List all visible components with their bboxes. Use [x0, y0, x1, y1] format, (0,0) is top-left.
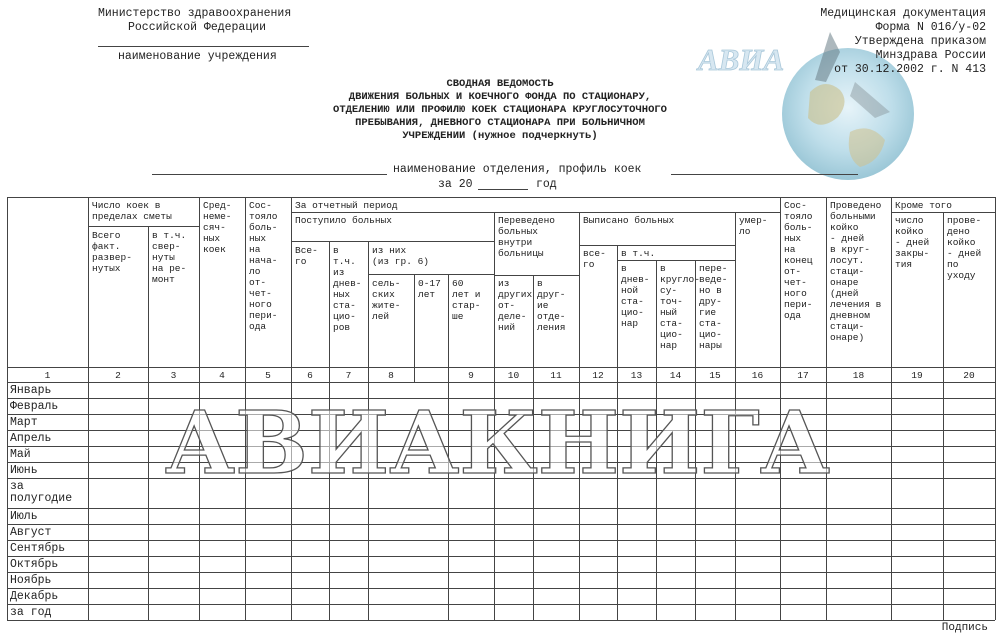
col-number: 6	[307, 370, 313, 381]
hdr-bed-days-care: прове- дено койко - дней по уходу	[947, 215, 982, 281]
med-doc-line: Медицинская документация	[820, 7, 986, 20]
institution-caption: наименование учреждения	[118, 50, 277, 63]
hdr-from-other-depts: из других от- деле- ний	[498, 278, 533, 333]
hdr-discharged-total: все- го	[583, 248, 606, 270]
row-label-jun: Июнь	[10, 464, 38, 477]
col-number: 3	[170, 370, 177, 381]
hdr-avg-monthly-beds: Сред- неме- сяч- ных коек	[203, 200, 232, 255]
hdr-admitted: Поступило больных	[295, 215, 392, 226]
hdr-discharged: Выписано больных	[583, 215, 675, 226]
hdr-of-them-col6: из них (из гр. 6)	[372, 245, 430, 267]
hdr-age-60-plus: 60 лет и стар- ше	[452, 278, 481, 322]
row-label-aug: Август	[10, 526, 52, 539]
year-prefix: за 20	[438, 178, 473, 191]
hdr-folded-for-repair: в т.ч. свер- нуты на ре- монт	[152, 230, 187, 285]
hdr-incl: в т.ч.	[621, 248, 656, 259]
col-number: 12	[592, 370, 604, 381]
ministry-line-2: Российской Федерации	[128, 21, 267, 34]
hdr-transferred-within: Переведено больных внутри больницы	[498, 215, 556, 259]
row-label-nov: Ноябрь	[10, 574, 52, 587]
row-label-jan: Январь	[10, 384, 52, 397]
hdr-to-day-hospital: в днев- ной ста- цио- нар	[621, 263, 650, 329]
row-label-oct: Октябрь	[10, 558, 59, 571]
col-number: 18	[852, 370, 865, 381]
ministry-name: Минздрава России	[875, 49, 986, 62]
institution-name-line	[98, 46, 309, 47]
hdr-beds-in-budget: Число коек в пределах сметы	[92, 200, 172, 222]
department-line-right	[671, 174, 858, 175]
row-label-sep: Сентябрь	[10, 542, 66, 555]
col-number: 1	[44, 370, 51, 381]
signature-label: Подпись	[941, 622, 988, 634]
watermark-text	[165, 398, 845, 483]
hdr-rural: сель- ских жите- лей	[372, 278, 401, 322]
col-number: 2	[115, 370, 121, 381]
col-number: 15	[709, 370, 721, 381]
hdr-admitted-from-day: в т.ч. из днев- ных ста- цио- ров	[333, 245, 362, 333]
form-number: Форма N 016/у-02	[875, 21, 986, 34]
col-number: 13	[630, 370, 643, 381]
col-number: 20	[963, 370, 975, 381]
hdr-total-actual-deployed: Всего факт. развер- нутых	[92, 230, 132, 274]
order-date: от 30.12.2002 г. N 413	[834, 63, 986, 76]
col-number: 4	[219, 370, 225, 381]
col-number: 7	[345, 370, 352, 381]
hdr-patients-at-start: Сос- тояло боль- ных на нача- ло от- чет- ного пери- ода	[249, 200, 278, 332]
hdr-age-0-17: 0-17 лет	[418, 278, 441, 300]
col-number: 14	[669, 370, 682, 381]
col-number: 11	[550, 370, 562, 381]
hdr-reporting-period: За отчетный период	[295, 200, 398, 211]
hdr-to-24h-hospital: в кругло- су- точ- ный ста- цио- нар	[660, 263, 700, 351]
year-line	[478, 189, 528, 190]
hdr-patients-at-end: Сос- тояло боль- ных на конец от- чет- ного пери- ода	[784, 200, 813, 321]
row-label-half-year: за полугодие	[10, 480, 73, 505]
title-line-4: ПРЕБЫВАНИЯ, ДНЕВНОГО СТАЦИОНАРА ПРИ БОЛЬНИЧНОМ	[355, 117, 645, 129]
title-line-2: ДВИЖЕНИЯ БОЛЬНЫХ И КОЕЧНОГО ФОНДА ПО СТАЦИОНАРУ,	[348, 91, 652, 103]
hdr-to-other-depts: в друг- ие отде- ления	[537, 278, 566, 333]
row-label-mar: Март	[10, 416, 38, 429]
hdr-patient-days: Проведено больными койко - дней в круг- лосут. стаци- онаре (дней лечения в дневном стаци- онаре)	[830, 200, 882, 343]
col-number: 19	[911, 370, 923, 381]
row-label-year: за год	[10, 606, 52, 619]
hdr-died: умер- ло	[739, 215, 768, 237]
year-suffix: год	[536, 178, 557, 191]
row-label-feb: Февраль	[10, 400, 59, 413]
col-number: 10	[507, 370, 520, 381]
ministry-line-1: Министерство здравоохранения	[98, 7, 292, 20]
row-label-jul: Июль	[10, 510, 38, 523]
row-label-apr: Апрель	[10, 432, 52, 445]
title-line-1: СВОДНАЯ ВЕДОМОСТЬ	[446, 78, 554, 90]
hdr-to-other-hospitals: пере- веде- но в дру- гие ста- цио- нары	[699, 263, 728, 351]
department-line-left	[152, 174, 387, 175]
hdr-bed-days-closed: число койко - дней закры- тия	[895, 215, 930, 270]
col-number: 17	[797, 370, 809, 381]
svg-text:АВИАКНИГА: АВИАКНИГА	[165, 398, 830, 483]
row-label-dec: Декабрь	[10, 590, 59, 603]
row-label-may: Май	[10, 448, 31, 461]
col-number: 8	[388, 370, 394, 381]
col-number: 16	[751, 370, 764, 381]
department-caption: наименование отделения, профиль коек	[393, 163, 642, 176]
hdr-besides: Кроме того	[895, 200, 953, 211]
hdr-admitted-total: Все- го	[295, 245, 318, 267]
col-number: 9	[468, 370, 474, 381]
title-line-5: УЧРЕЖДЕНИИ (нужное подчеркнуть)	[402, 130, 598, 142]
logo-watermark-text: АВИА	[698, 42, 785, 77]
approved-by: Утверждена приказом	[854, 35, 986, 48]
title-line-3: ОТДЕЛЕНИЮ ИЛИ ПРОФИЛЮ КОЕК СТАЦИОНАРА КРУГЛОСУТОЧНОГО	[333, 104, 667, 116]
col-number: 5	[265, 370, 271, 381]
